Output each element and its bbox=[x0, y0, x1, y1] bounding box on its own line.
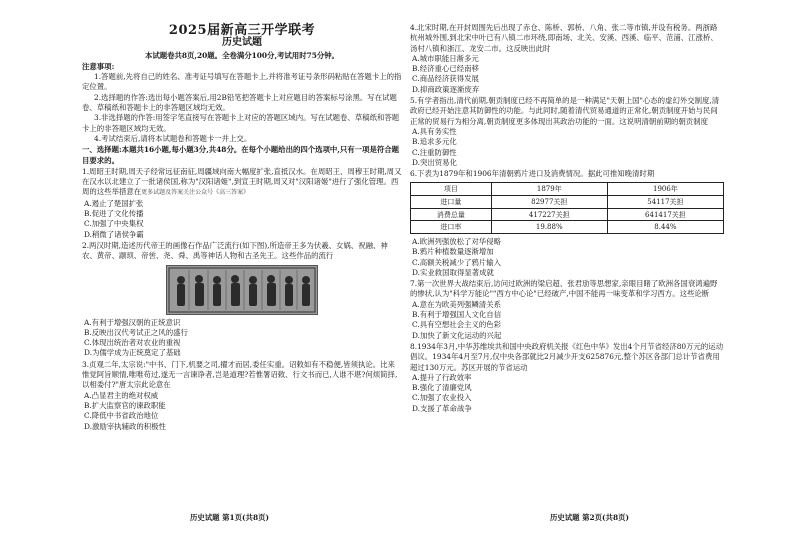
question-7 bbox=[410, 279, 724, 341]
table-cell: 进口量 bbox=[411, 196, 492, 209]
option-c[interactable]: C.体现出统治者对农业的重视 bbox=[84, 338, 181, 348]
option-d[interactable]: D.稍微了诸侯争霸 bbox=[84, 229, 144, 239]
table-row bbox=[411, 221, 724, 234]
table-cell: 641417关担 bbox=[607, 208, 723, 221]
table-cell: 消费总量 bbox=[411, 208, 492, 221]
option-d[interactable]: D.实业救国取得显著成就 bbox=[412, 267, 494, 277]
table-cell: 进口率 bbox=[411, 221, 492, 234]
question-stem: 2.两汉时期,造述历代帝王的画像石作品广泛流行(如下图),所造帝王多为伏羲、女娲、祝融、神农、黄帝、颛顼、帝喾、尧、舜、禹等神话人物和古圣先王。这些作品的流行 bbox=[82, 240, 388, 261]
stone-relief-image bbox=[166, 265, 318, 315]
option-d[interactable]: D.突出贸易化 bbox=[412, 157, 457, 167]
option-a[interactable]: A.提升了行政效率 bbox=[412, 372, 472, 382]
option-d[interactable]: D.支援了革命战争 bbox=[412, 403, 472, 413]
question-stem: 4.北宋时期,在开封周围先后出现了赤仓、陈桥、郭桥、八角、张二等市镇,并设有税务。两浙路杭州城外围,到北宋中叶已有八镇二市环绕,即南场、北关、安溪、西溪、临平、范浦、江涨桥、汤村八镇和浙江、龙安二市。这反映出此时 bbox=[410, 23, 718, 53]
option-d[interactable]: D.抑商政策逐渐废弃 bbox=[412, 84, 480, 94]
question-5 bbox=[410, 96, 724, 168]
question-stem: 7.第一次世界大战结束后,访问过欧洲的梁启超、张君劢等思想家,亲眼目睹了欧洲各国衰鸿遍野的惨状,认为"科学万能论""西方中心论"已经破产,中国不能再一味变革和学习西方。这些论断 bbox=[410, 279, 718, 299]
table-cell: 8.44% bbox=[607, 221, 723, 234]
option-b[interactable]: B.反映出汉代考试正之风的盛行 bbox=[84, 327, 188, 337]
option-a[interactable]: A.意在为欧美列强鳞清关系 bbox=[412, 299, 501, 309]
question-4 bbox=[410, 23, 724, 95]
opium-table bbox=[410, 182, 724, 234]
table-cell: 19.88% bbox=[491, 221, 607, 234]
option-c[interactable]: C.高额关税减少了鸦片输入 bbox=[412, 257, 502, 267]
page-1 bbox=[82, 22, 402, 432]
page-footer-1: 历史试题 第1页(共8页) bbox=[190, 513, 269, 522]
option-b[interactable]: B.追求多元化 bbox=[412, 137, 457, 147]
question-8 bbox=[410, 342, 724, 414]
table-header-cell: 1906年 bbox=[607, 183, 723, 196]
page-footer-2: 历史试题 第2页(共8页) bbox=[550, 513, 629, 522]
option-b[interactable]: B.有利于增强国人文化自信 bbox=[412, 310, 502, 320]
exam-subtitle: 历史试题 bbox=[222, 37, 262, 49]
option-a[interactable]: A.遏止了楚国扩张 bbox=[84, 198, 144, 208]
option-a[interactable]: A.有利于增强汉朝的正统意识 bbox=[84, 317, 181, 327]
question-stem: 6.下表为1879年和1906年清朝鸦片进口及消费情况。据此可推知晚清时期 bbox=[410, 169, 655, 179]
option-d[interactable]: D.为儒学成为正统奠定了基础 bbox=[84, 348, 181, 358]
question-stem: 5.有学者指出,清代前期,朝贡制度已经不再简单的是一种满足"天朝上国"心态的虚幻外交制度,清政府已经开始注意其防御性的功能。与此同时,随着清代贸易通道的正常化,朝贡制度开始与民间正常的贸易行为相分离,朝贡制度更多体现出其政治功能的一面。这说明清朝前期的朝贡制度 bbox=[410, 96, 720, 126]
table-cell: 417227关担 bbox=[491, 208, 607, 221]
option-c[interactable]: C.具有空想社会主义的色彩 bbox=[412, 320, 502, 330]
exam-info: 本试题卷共8页,20题。全卷满分100分,考试用时75分钟。 bbox=[144, 50, 340, 60]
question-1 bbox=[82, 167, 402, 240]
question-stem: 1.周昭王时期,周天子经常远征南征,周疆域向南大幅度扩张,直抵汉水。在周昭王、周穆王时期,周又在汉水以北建立了一批诸侯国,称为"汉阳诸姬",到宣王时期,周又对"汉阳诸姬"进行了强化管理。西周的这些举措意在 bbox=[82, 166, 402, 197]
question-6 bbox=[410, 169, 724, 278]
table-header-row bbox=[411, 183, 724, 196]
table-cell: 82977关担 bbox=[491, 196, 607, 209]
table-row bbox=[411, 208, 724, 221]
option-b[interactable]: B.鸦片种植数量逐渐增加 bbox=[412, 247, 494, 257]
option-a[interactable]: A.具有务实性 bbox=[412, 126, 457, 136]
option-b[interactable]: B.扩大监察官的谏政职能 bbox=[84, 400, 166, 410]
option-c[interactable]: C.商品经济获得发展 bbox=[412, 74, 479, 84]
table-header-cell: 项目 bbox=[411, 183, 492, 196]
notice-item: 2.选择题的作答:选出每小题答案后,用2B铅笔把答题卡上对应题目的答案标号涂黑。写在试题卷、草稿纸和答题卡上的非答题区域均无效。 bbox=[82, 92, 397, 113]
notice-item: 4.考试结束后,请将本试题卷和答题卡一并上交。 bbox=[94, 133, 252, 143]
table-row bbox=[411, 196, 724, 209]
watermark-text: 更多试题及答案关注公众号《高三答案》 bbox=[141, 189, 250, 197]
option-a[interactable]: A.欧洲列强放松了对华侵略 bbox=[412, 236, 501, 246]
exam-title: 2025届新高三开学联考 bbox=[168, 23, 316, 38]
option-c[interactable]: C.加强了中央集权 bbox=[84, 219, 144, 229]
notice-item: 1.答题前,先将自己的姓名、准考证号填写在答题卡上,并将准考证号条形码粘贴在答题卡上的指定位置。 bbox=[82, 72, 402, 92]
table-cell: 54117关担 bbox=[607, 196, 723, 209]
option-c[interactable]: C.加强了农业投入 bbox=[412, 393, 472, 403]
option-a[interactable]: A.凸显君主的绝对权威 bbox=[84, 390, 159, 400]
section-heading: 一、选择题:本题共16小题,每小题3分,共48分。在每个小题给出的四个选项中,只有一项是符合题目要求的。 bbox=[82, 145, 400, 165]
option-b[interactable]: B.强化了清廉党风 bbox=[412, 383, 472, 393]
option-c[interactable]: C.降低中书省政治地位 bbox=[84, 411, 159, 421]
option-d[interactable]: D.加快了新文化运动的兴起 bbox=[412, 330, 502, 340]
notice-item: 3.非选择题的作答:用签字笔直接写在答题卡上对应的答题区域内。写在试题卷、草稿纸和答题卡上的非答题区域均无效。 bbox=[82, 113, 400, 133]
question-2 bbox=[82, 241, 402, 359]
option-d[interactable]: D.激励宰执辅政的积极性 bbox=[84, 421, 166, 431]
question-stem: 8.1934年3月,中华苏维埃共和国中央政府机关报《红色中华》发出4个月节省经济80万元的运动倡议。1934年4月至7月,仅中央各部就比2月减少开支625876元,整个苏区各部门总计节省费用超过130万元。苏区开展的节省运动 bbox=[410, 341, 724, 372]
notice-heading: 注意事项: bbox=[82, 61, 115, 71]
question-3 bbox=[82, 360, 402, 432]
option-a[interactable]: A.城市职能日渐多元 bbox=[412, 53, 479, 63]
option-c[interactable]: C.注重防御性 bbox=[412, 147, 457, 157]
option-b[interactable]: B.促进了文化传播 bbox=[84, 209, 144, 219]
question-stem: 3.贞观二年,太宗说:"中书、门下,机要之司,擢才而居,委任实重。诏敕如有不稳便,皆须执论。比来惟觉阿旨顺情,唯唯苟过,遂无一言谏诤者,岂是道理?若惟署诏敕、行文书而已,人谁不堪?何烦简择,以相委付?"唐太宗此论意在 bbox=[82, 359, 398, 390]
page-2 bbox=[410, 22, 724, 414]
table-header-cell: 1879年 bbox=[491, 183, 607, 196]
option-b[interactable]: B.经济重心已经南移 bbox=[412, 64, 479, 74]
